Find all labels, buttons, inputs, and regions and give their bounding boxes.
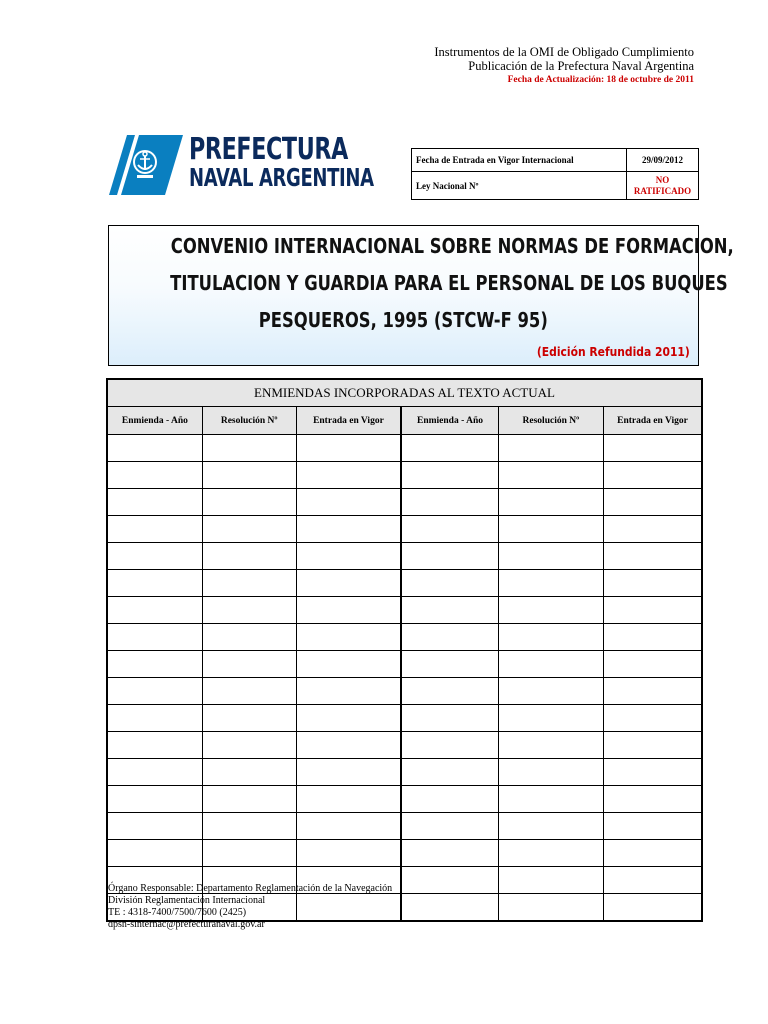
table-cell (498, 624, 603, 651)
table-cell (107, 570, 202, 597)
table-cell (498, 732, 603, 759)
table-cell (202, 516, 296, 543)
table-cell (401, 732, 498, 759)
amendments-rows (107, 435, 702, 922)
info-table (411, 148, 699, 200)
table-cell (202, 840, 296, 867)
column-header: Entrada en Vigor (604, 407, 703, 435)
table-cell (604, 543, 703, 570)
document-footer (108, 883, 392, 931)
table-cell (296, 840, 401, 867)
table-cell (296, 705, 401, 732)
table-cell (107, 813, 202, 840)
column-header: Resolución Nº (498, 407, 603, 435)
table-cell (604, 462, 703, 489)
table-cell (604, 624, 703, 651)
edition-label: (Edición Refundida 2011) (537, 344, 690, 359)
table-cell (107, 543, 202, 570)
header-line-1: Instrumentos de la OMI de Obligado Cumplimiento (434, 45, 694, 59)
table-cell (498, 678, 603, 705)
table-cell (401, 813, 498, 840)
table-cell (401, 894, 498, 922)
table-cell (202, 624, 296, 651)
table-cell (401, 867, 498, 894)
table-row (107, 840, 702, 867)
table-cell (401, 543, 498, 570)
table-cell (202, 813, 296, 840)
footer-line-3: TE : 4318-7400/7500/7600 (2425) (108, 907, 247, 918)
table-cell (604, 435, 703, 462)
table-cell (604, 516, 703, 543)
table-cell (498, 759, 603, 786)
table-cell (296, 597, 401, 624)
table-cell (107, 759, 202, 786)
entry-date-label: Fecha de Entrada en Vigor Internacional (412, 149, 627, 172)
table-cell (107, 516, 202, 543)
table-cell (604, 867, 703, 894)
table-row (107, 813, 702, 840)
document-header (434, 45, 694, 87)
table-row (107, 462, 702, 489)
table-cell (401, 435, 498, 462)
table-cell (604, 489, 703, 516)
table-cell (604, 732, 703, 759)
table-row (107, 759, 702, 786)
table-cell (202, 732, 296, 759)
table-cell (498, 570, 603, 597)
table-cell (107, 678, 202, 705)
table-cell (604, 759, 703, 786)
table-cell (296, 516, 401, 543)
table-cell (202, 759, 296, 786)
update-date: Fecha de Actualización: 18 de octubre de 2011 (507, 75, 694, 85)
table-cell (107, 624, 202, 651)
table-cell (498, 543, 603, 570)
table-cell (401, 786, 498, 813)
table-cell (296, 435, 401, 462)
anchor-emblem-icon (107, 135, 183, 195)
table-cell (498, 840, 603, 867)
table-row (107, 705, 702, 732)
table-cell (296, 651, 401, 678)
table-cell (604, 894, 703, 922)
amendments-table (106, 378, 703, 922)
amendments-column-headers (107, 407, 702, 435)
table-cell (401, 759, 498, 786)
table-cell (296, 543, 401, 570)
table-cell (604, 813, 703, 840)
table-cell (202, 435, 296, 462)
entry-date-value: 29/09/2012 (627, 149, 699, 172)
table-cell (401, 651, 498, 678)
table-row (107, 570, 702, 597)
table-cell (107, 840, 202, 867)
table-cell (296, 624, 401, 651)
column-header: Enmienda - Año (107, 407, 202, 435)
footer-line-1: Órgano Responsable: Departamento Reglamentación de la Navegación (108, 883, 393, 894)
table-row (107, 543, 702, 570)
table-cell (498, 705, 603, 732)
title-line-2: TITULACION Y GUARDIA PARA EL PERSONAL DE LOS BUQUES (170, 271, 728, 295)
table-cell (401, 597, 498, 624)
table-cell (604, 651, 703, 678)
table-cell (202, 786, 296, 813)
table-cell (604, 597, 703, 624)
table-cell (107, 435, 202, 462)
column-header: Entrada en Vigor (296, 407, 401, 435)
table-cell (296, 462, 401, 489)
info-row-national-law (412, 172, 699, 200)
table-cell (498, 867, 603, 894)
table-cell (296, 732, 401, 759)
table-cell (107, 732, 202, 759)
prefectura-logo (107, 132, 374, 197)
table-cell (401, 840, 498, 867)
table-cell (401, 516, 498, 543)
table-cell (498, 651, 603, 678)
table-cell (604, 705, 703, 732)
table-cell (401, 624, 498, 651)
logo-line-1: PREFECTURA (189, 132, 348, 167)
table-cell (107, 597, 202, 624)
amendments-table-title: ENMIENDAS INCORPORADAS AL TEXTO ACTUAL (107, 379, 702, 407)
table-cell (498, 813, 603, 840)
table-cell (604, 840, 703, 867)
table-cell (604, 570, 703, 597)
table-row (107, 786, 702, 813)
table-cell (498, 786, 603, 813)
footer-email: dpsn-sinternac@prefecturanaval.gov.ar (108, 919, 265, 930)
table-cell (498, 894, 603, 922)
national-law-status: NO RATIFICADO (627, 172, 699, 200)
table-cell (604, 786, 703, 813)
table-cell (401, 705, 498, 732)
table-cell (107, 489, 202, 516)
column-header: Enmienda - Año (401, 407, 498, 435)
table-cell (604, 678, 703, 705)
table-cell (296, 813, 401, 840)
table-cell (107, 786, 202, 813)
table-cell (498, 489, 603, 516)
title-line-1: CONVENIO INTERNACIONAL SOBRE NORMAS DE FORMACION, (170, 234, 734, 258)
table-cell (202, 489, 296, 516)
table-row (107, 435, 702, 462)
table-cell (498, 597, 603, 624)
table-cell (296, 786, 401, 813)
table-row (107, 651, 702, 678)
table-row (107, 516, 702, 543)
title-line-3: PESQUEROS, 1995 (STCW-F 95) (258, 308, 549, 332)
table-row (107, 597, 702, 624)
logo-line-2: NAVAL ARGENTINA (189, 163, 374, 192)
info-row-entry-date (412, 149, 699, 172)
table-cell (202, 462, 296, 489)
header-line-2: Publicación de la Prefectura Naval Argentina (468, 59, 694, 73)
table-cell (202, 705, 296, 732)
table-cell (202, 678, 296, 705)
table-row (107, 678, 702, 705)
table-cell (202, 570, 296, 597)
table-cell (107, 651, 202, 678)
table-row (107, 624, 702, 651)
footer-line-2: División Reglamentación Internacional (108, 895, 266, 906)
table-cell (296, 489, 401, 516)
table-cell (498, 516, 603, 543)
table-cell (296, 570, 401, 597)
table-cell (498, 462, 603, 489)
table-cell (202, 543, 296, 570)
national-law-label: Ley Nacional Nº (412, 172, 627, 200)
table-cell (401, 678, 498, 705)
table-cell (401, 489, 498, 516)
table-cell (296, 759, 401, 786)
table-cell (401, 462, 498, 489)
convention-title-box (108, 225, 734, 366)
column-header: Resolución Nº (202, 407, 296, 435)
table-cell (107, 705, 202, 732)
logo-wordmark (189, 132, 374, 193)
table-row (107, 489, 702, 516)
table-row (107, 732, 702, 759)
table-cell (202, 597, 296, 624)
table-cell (498, 435, 603, 462)
table-cell (107, 462, 202, 489)
table-cell (401, 570, 498, 597)
table-cell (296, 678, 401, 705)
table-cell (202, 651, 296, 678)
